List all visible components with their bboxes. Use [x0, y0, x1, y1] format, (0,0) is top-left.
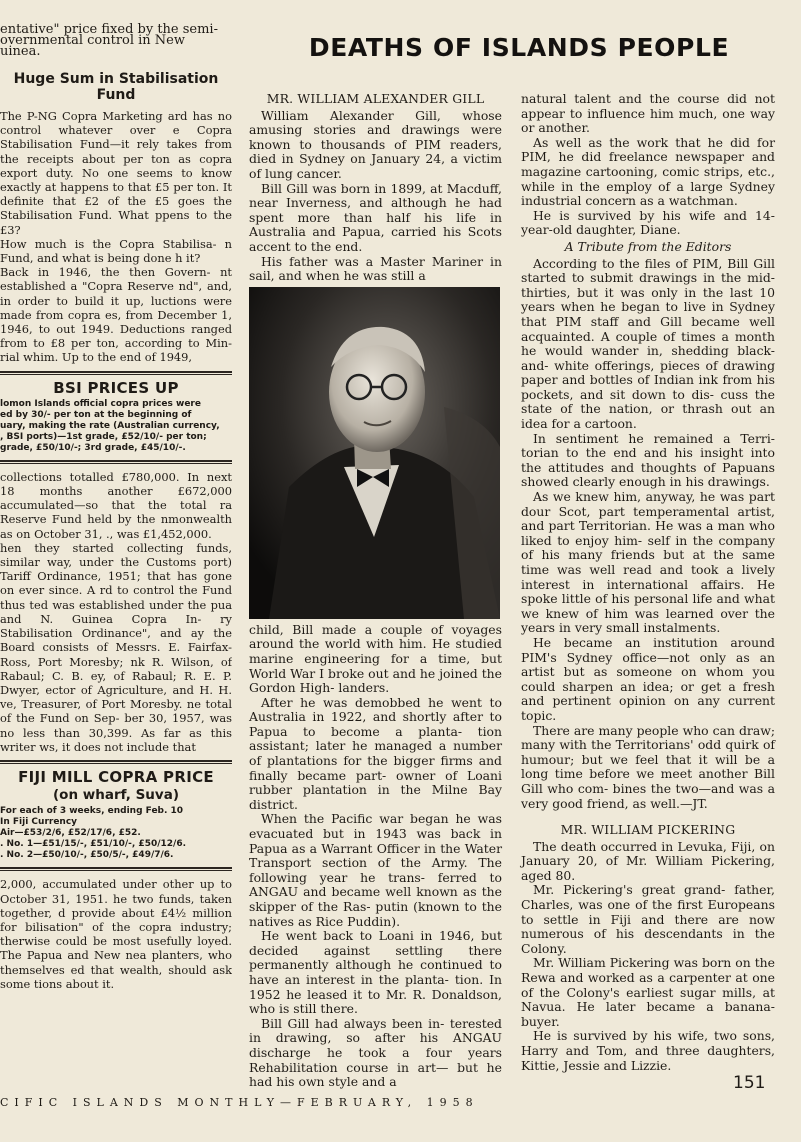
bsi-box-heading: BSI PRICES UP	[53, 378, 179, 397]
fiji-box-subheading: (on wharf, Suva)	[53, 787, 179, 804]
left-column	[0, 22, 232, 1062]
page-number: 151	[733, 1073, 766, 1093]
fiji-box-line: . No. 2—£50/10/-, £50/5/-, £49/7/6.	[0, 850, 174, 861]
article-paragraph: There are many people who can draw; many with the Territorians' odd quirk of humour; but we feel that it will be a long time before we meet another Bill Gill who com- bines the two—and was a very good friend, as well.—JT.	[521, 722, 775, 811]
divider	[0, 760, 232, 764]
divider	[0, 460, 232, 464]
gill-article-column	[249, 92, 502, 1090]
article-paragraph: Bill Gill was born in 1899, at Macduff, near Inverness, and although he had spent more than half his life in Australia and Papua, carried his Scots accent to the end.	[249, 180, 502, 254]
fiji-box-line: For each of 3 weeks, ending Feb. 10	[0, 806, 184, 817]
bsi-box-line: grade, £50/10/-; 3rd grade, £45/10/-.	[0, 442, 186, 453]
divider	[0, 371, 232, 375]
portrait-photo	[249, 287, 500, 619]
article-paragraph: As we knew him, anyway, he was part dour Scot, part temperamental artist, and part Territorian. He was a man who liked to enjoy him- self in the company of his many friends but at the same time was well read and took a lively interest in international affairs. He spoke little of his personal life and what we knew of him was learned over the years in very small instalments.	[521, 489, 775, 636]
stabilisation-heading: Huge Sum in Stabilisation Fund	[13, 71, 219, 103]
running-footer: CIFIC ISLANDS MONTHLY—FEBRUARY, 1958	[0, 1096, 479, 1109]
article-paragraph: The death occurred in Levuka, Fiji, on January 20, of Mr. William Pickering, aged 80.	[521, 838, 775, 883]
article-paragraph: In sentiment he remained a Terri- torian to the end and his insight into the attitudes and thoughts of Papuans showed clearly enough in his drawings.	[521, 430, 775, 490]
article-paragraph: Back in 1946, the then Govern- nt established a "Copra Reserve nd", and, in order to build it up, luctions were made from copra es, from December 1, 1946, to out 1949. Deductions ranged from to £8 per ton, according to Min- rial whim. Up to the end of 1949,	[0, 265, 232, 365]
pickering-heading: MR. WILLIAM PICKERING	[560, 822, 736, 838]
portrait-illustration	[249, 287, 500, 619]
right-column	[521, 92, 775, 1073]
tribute-heading: A Tribute from the Editors	[564, 238, 732, 254]
fiji-box-heading: FIJI MILL COPRA PRICE	[18, 767, 214, 786]
page-title: DEATHS OF ISLANDS PEOPLE	[308, 33, 730, 62]
article-paragraph: Mr. Pickering's great grand- father, Charles, was one of the first Europeans to settle in Fiji and there are now numerous of his descendants in the Colony.	[521, 882, 775, 956]
article-paragraph: natural talent and the course did not appear to influence him much, one way or another.	[521, 91, 775, 136]
intro-line: uinea.	[0, 44, 41, 59]
article-paragraph: As well as the work that he did for PIM, he did freelance newspaper and magazine cartooning, comic strips, etc., while in the employ of a large Sydney industrial concern as a watchman.	[521, 134, 775, 209]
divider	[0, 867, 232, 871]
intro-line: overnmental control in New	[0, 33, 186, 48]
article-paragraph: child, Bill made a couple of voyages around the world with him. He studied marine engineering for a time, but World War I broke out and he joined the Gordon High- landers.	[249, 621, 502, 696]
article-paragraph: He is survived by his wife, two sons, Harry and Tom, and three daughters, Kittie, Jessie and Lizzie.	[521, 1028, 775, 1073]
article-paragraph: His father was a Master Mariner in sail, and when he was still a	[249, 253, 502, 284]
article-paragraph: He is survived by his wife and 14-year-old daughter, Diane.	[521, 207, 775, 238]
article-paragraph: collections totalled £780,000. In next 18 months another £672,000 accumulated—so that the total ra Reserve Fund held by the nmonwealth as on October 31, ., was £1,452,000.	[0, 469, 232, 541]
article-paragraph: Mr. William Pickering was born on the Rewa and worked as a carpenter at one of the Colony's earliest sugar mills, at Navua. He later became a banana-buyer.	[521, 955, 775, 1029]
article-paragraph: When the Pacific war began he was evacuated but in 1943 was back in Papua as a Warrant Officer in the Water Transport section of the Army. The following year he trans- ferred to ANGAU and became well known as the skipper of the Ras- putin (known to the natives as Rice Puddin).	[249, 811, 502, 929]
fiji-box-line: In Fiji Currency	[0, 817, 78, 828]
article-paragraph: According to the files of PIM, Bill Gill started to submit drawings in the mid-thirties, but it was only in the last 10 years when he began to live in Sydney that PIM staff and Gill became well acquainted. A couple of times a month he would wander in, shedding black-and- white offerings, pieces of drawing paper and bottles of Indian ink from his pockets, and sit down to dis- cuss the state of the nation, or thrash out an idea for a cartoon.	[521, 255, 775, 432]
bsi-box-line: lomon Islands official copra prices were	[0, 398, 201, 409]
article-paragraph: 2,000, accumulated under other up to October 31, 1951. he two funds, taken together, d provide about £4½ million for bilisation" of the copra industry; therwise could be most usefully loyed. The Papua and New nea planters, who themselves ed that wealth, should ask some tions about it.	[0, 877, 232, 991]
article-paragraph: hen they started collecting funds, similar way, under the Customs port) Tariff Ordinance, 1951; that has gone on ever since. A rd to control the Fund thus ted was established under the pua and N. Guinea Copra In- ry Stabilisation Ordinance", and ay the Board consists of Messrs. E. Fairfax-Ross, Port Moresby; nk R. Wilson, of Rabaul; C. B. ey, of Rabaul; R. E. P. Dwyer, ector of Agriculture, and H. H. ve, Treasurer, of Port Moresby. ne total of the Fund on Sep- ber 30, 1957, was no less than 30,399. As far as this writer ws, it does not include that	[0, 540, 232, 754]
article-paragraph: Bill Gill had always been in- terested in drawing, so after his ANGAU discharge he took a four years Rehabilitation course in art— but he had his own style and a	[249, 1015, 502, 1090]
article-paragraph: After he was demobbed he went to Australia in 1922, and shortly after to Papua to become a planta- tion assistant; later he managed a number of plantations for the bigger firms and finally became part- owner of Loani rubber plantation in the Milne Bay district.	[249, 694, 502, 812]
gill-heading: MR. WILLIAM ALEXANDER GILL	[266, 91, 485, 106]
article-paragraph: He became an institution around PIM's Sydney office—not only as an artist but as someone on whom you could sharpen an idea; or get a fresh and pertinent opinion on any current topic.	[521, 634, 775, 723]
bsi-box-line: uary, making the rate (Australian currency,	[0, 420, 220, 431]
fiji-box-line: Air—£53/2/6, £52/17/6, £52.	[0, 828, 141, 839]
bsi-box-line: ed by 30/- per ton at the beginning of	[0, 409, 192, 420]
article-paragraph: The P-NG Copra Marketing ard has no control whatever over e Copra Stabilisation Fund—it rely takes from the receipts about per ton as copra export duty. No one seems to know exactly at happens to that £5 per ton. It definite that £2 of the £5 goes the Stabilisation Fund. What ppens to the £3?	[0, 109, 232, 237]
article-paragraph: How much is the Copra Stabilisa- n Fund, and what is being done h it?	[0, 236, 232, 266]
bsi-box-line: , BSI ports)—1st grade, £52/10/- per ton;	[0, 431, 207, 442]
article-paragraph: William Alexander Gill, whose amusing stories and drawings were known to thousands of PIM readers, died in Sydney on January 24, a victim of lung cancer.	[249, 107, 502, 181]
article-paragraph: He went back to Loani in 1946, but decided against settling there permanently although he continued to have an interest in the planta- tion. In 1952 he leased it to Mr. R. Donaldson, who is still there.	[249, 928, 502, 1017]
intro-line: entative" price fixed by the semi-	[0, 22, 218, 37]
fiji-box-line: . No. 1—£51/15/-, £51/10/-, £50/12/6.	[0, 839, 186, 850]
